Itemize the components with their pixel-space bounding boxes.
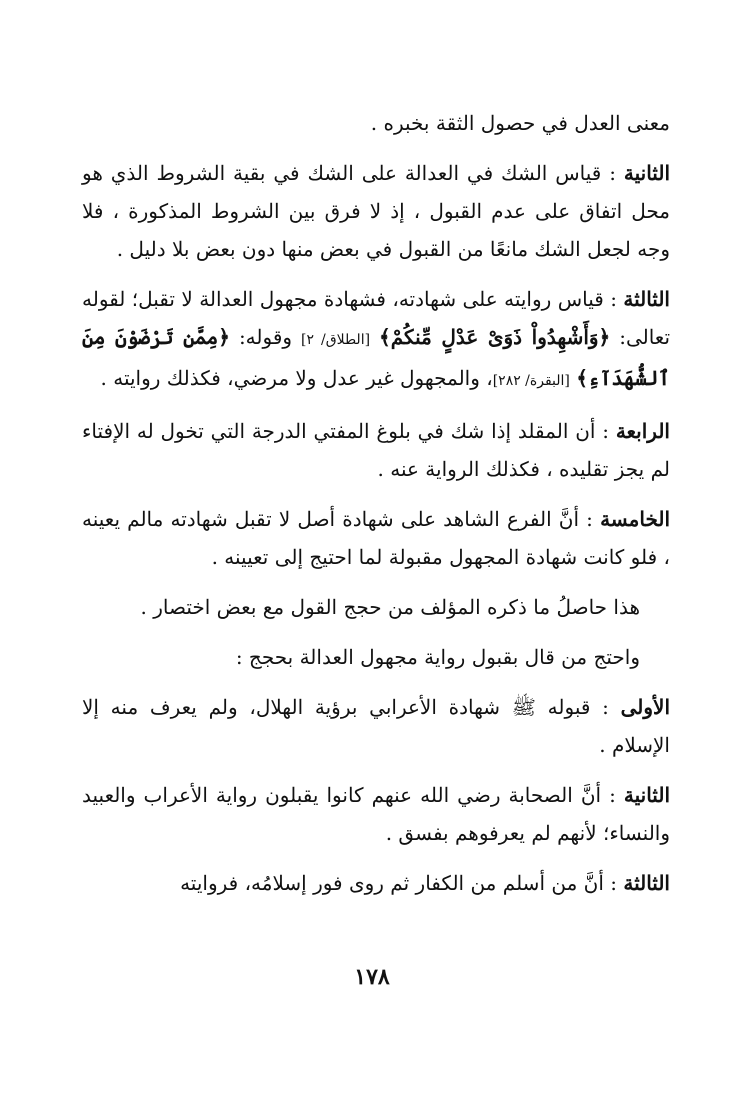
paragraph-label: الأولى bbox=[620, 695, 671, 719]
paragraph-second bbox=[82, 154, 670, 268]
summary-line bbox=[82, 588, 670, 626]
paragraph-third bbox=[82, 280, 670, 400]
paragraph-text: ، والمجهول غير عدل ولا مرضي، فكذلك روايته . bbox=[100, 366, 493, 390]
quran-verse: ﴿مِمَّن تَرْضَوْنَ مِنَ ٱلشُّهَدَآءِ﴾ bbox=[82, 325, 670, 390]
opening-text: معنى العدل في حصول الثقة بخبره . bbox=[370, 111, 670, 135]
paragraph-text: : أنَّ الصحابة رضي الله عنهم كانوا يقبلون رواية الأعراب والعبيد والنساء؛ لأنهم لم يعرفوهم بفسق . bbox=[82, 783, 670, 845]
verse-reference: [البقرة/ ٢٨٢] bbox=[492, 373, 570, 389]
paragraph-label: الثانية bbox=[623, 783, 670, 807]
paragraph-text: : قبوله ﷺ شهادة الأعرابي برؤية الهلال، ولم يعرف منه إلا الإسلام . bbox=[82, 695, 670, 757]
paragraph-text: : أنَّ من أسلم من الكفار ثم روى فور إسلامُه، فروايته bbox=[180, 871, 617, 895]
paragraph-text: : أن المقلد إذا شك في بلوغ المفتي الدرجة التي تخول له الإفتاء لم يجز تقليده ، فكذلك الرواية عنه . bbox=[82, 419, 670, 481]
paragraph-label: الرابعة bbox=[615, 419, 670, 443]
body-text bbox=[82, 104, 670, 914]
paragraph-fifth bbox=[82, 500, 670, 576]
paragraph-text: : قياس روايته على شهادته، فشهادة مجهول العدالة لا تقبل؛ لقوله تعالى: bbox=[82, 287, 671, 349]
paragraph-label: الثانية bbox=[623, 161, 670, 185]
paragraph-text: : أنَّ الفرع الشاهد على شهادة أصل لا تقبل شهادته مالم يعينه ، فلو كانت شهادة المجهول مقبولة لما احتيج إلى تعيينه . bbox=[82, 507, 670, 569]
argument-first bbox=[82, 688, 670, 764]
summary-text: واحتج من قال بقبول رواية مجهول العدالة بحجج : bbox=[235, 645, 640, 669]
paragraph-text: وقوله: bbox=[238, 325, 293, 349]
paragraph-label: الثالثة bbox=[623, 871, 670, 895]
verse-reference: [الطلاق/ ٢] bbox=[300, 332, 371, 348]
page-number: ١٧٨ bbox=[354, 964, 390, 990]
quran-verse: ﴿وَأَشْهِدُواْ ذَوَىْ عَدْلٍ مِّنكُمْ﴾ bbox=[379, 325, 611, 349]
counter-arguments-intro bbox=[82, 638, 670, 676]
paragraph-label: الثالثة bbox=[623, 287, 670, 311]
argument-third bbox=[82, 864, 670, 902]
opening-line bbox=[82, 104, 670, 142]
argument-second bbox=[82, 776, 670, 852]
summary-text: هذا حاصلُ ما ذكره المؤلف من حجج القول مع بعض اختصار . bbox=[140, 595, 640, 619]
paragraph-fourth bbox=[82, 412, 670, 488]
paragraph-text: : قياس الشك في العدالة على الشك في بقية الشروط الذي هو محل اتفاق على عدم القبول ، إذ لا فرق بين الشروط المذكورة ، فلا وجه لجعل الشك مانعًا من القبول في بعض منها دون بعض بلا دليل . bbox=[82, 161, 670, 261]
paragraph-label: الخامسة bbox=[600, 507, 671, 531]
